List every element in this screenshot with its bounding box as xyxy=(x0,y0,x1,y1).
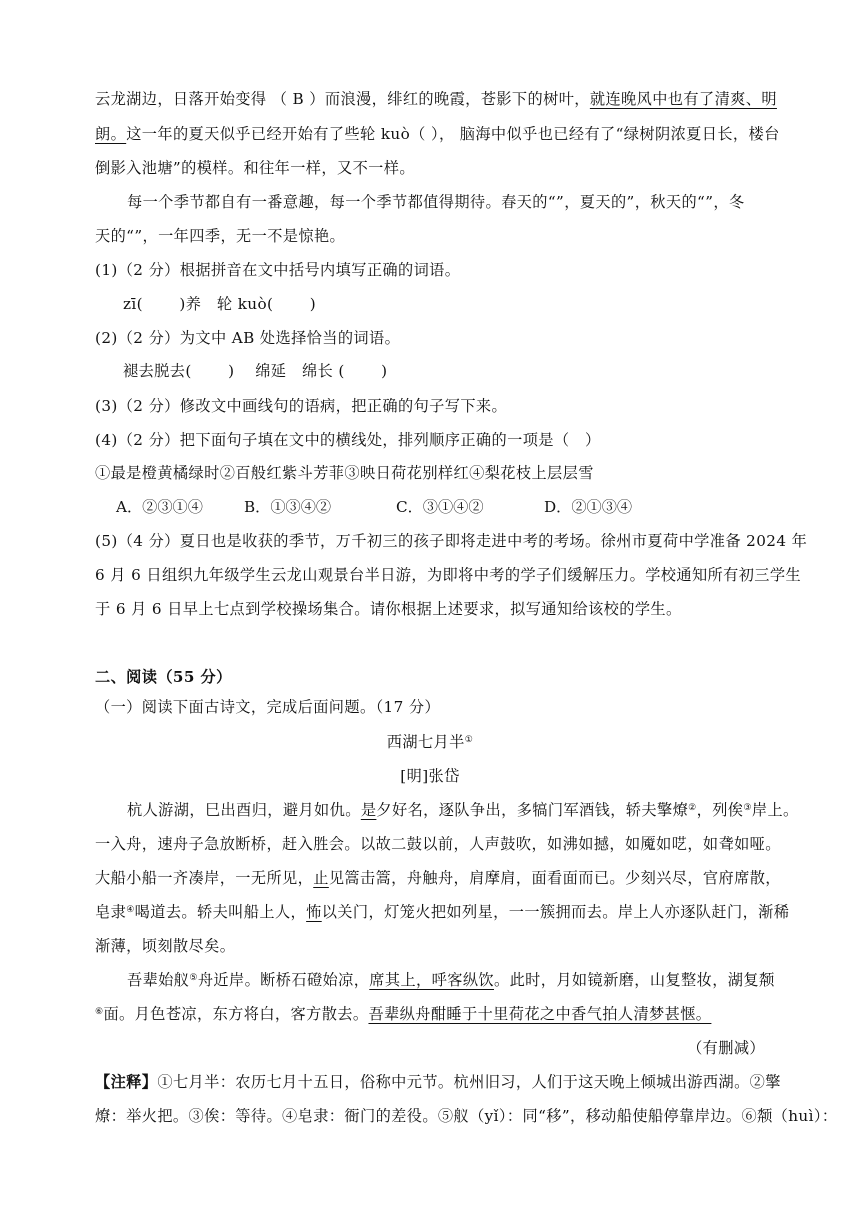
option-b[interactable]: B．①③④② xyxy=(244,498,332,516)
passage-line-3: 倒影入池塘”的模样。和往年一样，又不一样。 xyxy=(95,159,415,177)
text-p1-line-3: 大船小船一齐凑岸，一无所见，止见篙击篙，舟触舟，肩摩肩，面看面而已。少刻兴尽，官府席散， xyxy=(95,869,781,887)
passage-line-5: 天的“”，一年四季，无一不是惊艳。 xyxy=(95,227,346,245)
question-2: (2)（2 分）为文中 AB 处选择恰当的词语。 xyxy=(95,329,401,347)
text-p1-line-5: 渐薄，顷刻散尽矣。 xyxy=(95,937,236,955)
annotation-line-2: 燎：举火把。③俟：等待。④皂隶：衙门的差役。⑤舣（yǐ）：同“移”，移动船使船停靠岸边。⑥颒（huì）： xyxy=(95,1107,838,1125)
question-5-line-2: 6 月 6 日组织九年级学生云龙山观景台半日游，为即将中考的学子们缓解压力。学校通知所有初三学生 xyxy=(95,566,802,584)
question-1: (1)（2 分）根据拼音在文中括号内填写正确的词语。 xyxy=(95,261,461,279)
poem-author: [明]张岱 xyxy=(400,767,460,785)
abridged-note: （有删减） xyxy=(687,1039,765,1057)
question-3: (3)（2 分）修改文中画线句的语病，把正确的句子写下来。 xyxy=(95,397,508,415)
text-p1-line-2: 一入舟，速舟子急放断桥，赶入胜会。以故二鼓以前，人声鼓吹，如沸如撼，如魇如呓，如聋如哑。 xyxy=(95,835,781,853)
footnote-ref: ① xyxy=(464,735,474,745)
passage-line-2: 朗。这一年的夏天似乎已经开始有了些轮 kuò（ ）， 脑海中似乎也已经有了“绿树阴浓夏日长，楼台 xyxy=(95,125,780,143)
question-5-line-1: (5)（4 分）夏日也是收获的季节，万千初三的孩子即将走进中考的考场。徐州市夏荷中学准备 2024 年 xyxy=(95,532,808,550)
question-5-line-3: 于 6 月 6 日早上七点到学校操场集合。请你根据上述要求，拟写通知给该校的学生。 xyxy=(95,600,682,618)
underlined-sentence-end: 朗。 xyxy=(95,125,127,143)
text-p1-line-4: 皂隶④喝道去。轿夫叫船上人，怖以关门，灯笼火把如列星，一一簇拥而去。岸上人亦逐队赶门，渐稀 xyxy=(95,903,790,921)
passage-line-4: 每一个季节都自有一番意趣，每一个季节都值得期待。春天的“”，夏天的”，秋天的“”，冬 xyxy=(127,193,745,211)
text-p1-line-1: 杭人游湖，巳出酉归，避月如仇。是夕好名，逐队争出，多犒门军酒钱，轿夫擎燎②，列俟③岸上。 xyxy=(127,801,799,819)
annotation-line-1: 【注释】①七月半：农历七月十五日，俗称中元节。杭州旧习，人们于这天晚上倾城出游西湖。②擎 xyxy=(95,1073,781,1091)
section-subheading: （一）阅读下面古诗文，完成后面问题。（17 分） xyxy=(95,698,441,716)
underlined-sentence: 就连晚风中也有了清爽、明 xyxy=(589,90,777,108)
question-4-items: ①最是橙黄橘绿时②百般红紫斗芳菲③映日荷花别样红④梨花枝上层层雪 xyxy=(95,464,594,482)
poem-title: 西湖七月半① xyxy=(386,733,474,751)
option-a[interactable]: A．②③①④ xyxy=(116,498,203,516)
text-p2-line-2: ⑥面。月色苍凉，东方将白，客方散去。吾辈纵舟酣睡于十里荷花之中香气拍人清梦甚惬。 xyxy=(95,1005,712,1023)
option-d[interactable]: D．②①③④ xyxy=(544,498,633,516)
question-4: (4)（2 分）把下面句子填在文中的横线处，排列顺序正确的一项是（ ） xyxy=(95,431,601,449)
question-2-blanks: 褪去脱去( ) 绵延 绵长 ( ) xyxy=(123,362,388,380)
question-1-blanks: zī( )养 轮 kuò( ) xyxy=(123,295,317,313)
option-c[interactable]: C．③①④② xyxy=(396,498,484,516)
section-heading: 二、阅读（55 分） xyxy=(95,668,232,686)
text-p2-line-1: 吾辈始舣⑤舟近岸。断桥石磴始凉，席其上，呼客纵饮。此时，月如镜新磨，山复整妆，湖复颒 xyxy=(127,971,775,989)
passage-line-1: 云龙湖边，日落开始变得 （ B ）而浪漫，绯红的晚霞，苍影下的树叶，就连晚风中也有了清爽、明 xyxy=(95,90,777,108)
